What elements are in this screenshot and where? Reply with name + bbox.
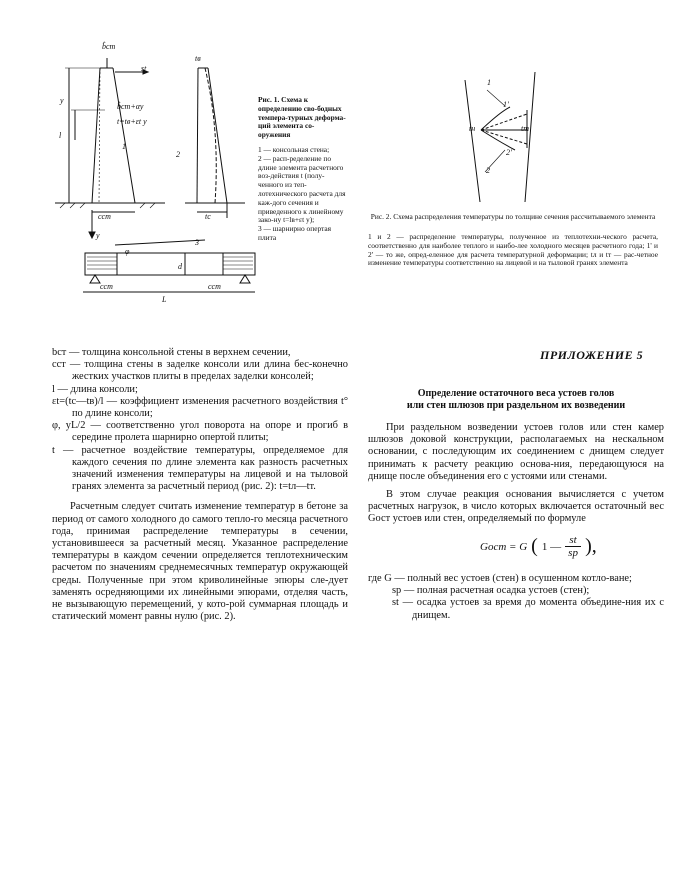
formula-denominator: sp — [568, 547, 578, 559]
fig2-label-1: 1 — [487, 78, 491, 87]
left-column — [52, 347, 348, 623]
formula-lhs: Gост = G — [480, 540, 528, 553]
fig1-formula-b: t=tв+εt y — [117, 117, 147, 126]
figure-2-diagram — [455, 72, 555, 212]
fig2-caption-title: Рис. 2. Схема распределения температуры по толщине сечения рассчитываемого элемента — [370, 212, 656, 221]
fig2-label-2-prime: 2' — [506, 148, 512, 157]
fig1-caption-item-2: 2 — расп-ределение по длине элемента расчетного воз-действия t (полу-ченного из теп-лотехнического расчета для каж-дого сечения и приведенного к линейному зако-ну t=lв+εt y); — [258, 153, 346, 225]
fig2-label-2: 2 — [486, 166, 490, 175]
def-t: t — расчетное воздействие температуры, определяемое для каждого сечения по длине элемента как разность расчетных значений изменения температуры на лицевой и на тыловой гранях элемента за расчетный период (рис. 2): t=tл—tт. — [52, 444, 348, 493]
fig1-cst-right-label: cст — [208, 282, 221, 291]
def-epsilon: εt=(tс—tв)/l — коэффициент изменения расчетного воздействия t° по длине консоли; — [52, 395, 348, 420]
fig1-label-3: 3 — [195, 238, 199, 247]
where-G: где G — полный вес устоев (стен) в осушенном котло-ване; — [368, 573, 632, 584]
fig2-caption-body: 1 и 2 — распределение температуры, полученное из теплотехни-ческого расчета, соответственно для наиболее теплого и наибо-лее холодного месяцев расчетного года; 1' и 2' — то же, опред-еленное для расчета температурной деформации; tл и tт — рас-четное изменение температуры соответственно на лицевой и на тыловой гранях элемента — [368, 232, 658, 268]
formula-one: 1 — — [541, 540, 562, 553]
fig1-cst-label: cст — [98, 212, 111, 221]
def-cst: cст — толщина стены в заделке консоли или длина бес-конечно жестких участков плиты в пределах заделки консолей; — [52, 359, 348, 383]
fig2-t-out-label: tт — [521, 124, 529, 133]
fig2-label-1-prime: 1' — [503, 100, 509, 109]
def-phi: φ, yL/2 — соответственно угол поворота на опоре и прогиб в середине пролета шарнирно опертой плиты; — [52, 420, 348, 444]
fig1-caption-title: Рис. 1. Схема к определению сво-бодных темпера-турных деформа-ций элемента со-оружения — [258, 95, 346, 140]
paragraph-temperature: Расчетным следует считать изменение температур в бетоне за период от самого холодного до самого тепло-го месяца расчетного года, принимая распределение температуры в сечении, установившееся за расчетный месяц. Указанное распределение температуры в каждом сечении определяется теплотехническим расчетом по значениям среднемесячных температур окружающей среды. Полученные при этом криволинейные эпюры сле-дует заменять осредняющими их линейными эпюрами, отделяя часть, не вызывающую перемещений, у кото-рой суммарная площадь и статический момент равны нулю (рис. 2). — [52, 501, 348, 623]
fig2-t-in-label: tн — [469, 124, 476, 133]
section-title-line-2: или стен шлюзов при раздельном их возведении — [406, 400, 626, 411]
fig1-cst-left-label: cст — [100, 282, 113, 291]
fig1-tc-label: tс — [205, 212, 211, 221]
appendix-heading: ПРИЛОЖЕНИЕ 5 — [540, 348, 644, 362]
fig1-d-label: d — [178, 262, 182, 271]
fig1-caption-item-3: 3 — шарнирно опертая плита — [258, 224, 332, 242]
def-bst: bст — толщина консольной стены в верхнем сечении, — [52, 347, 291, 358]
where-st: st — осадка устоев за время до момента объедине-ния их с днищем. — [392, 597, 664, 621]
fig1-y-axis-label: y — [96, 231, 100, 240]
right-column — [368, 422, 664, 526]
fig1-caption-item-1: 1 — консольная стена; — [258, 144, 330, 154]
section-title — [368, 388, 664, 412]
fig1-phi-label: φ — [125, 247, 130, 256]
fig1-tv-label: tв — [195, 54, 201, 63]
formula: Gост = G ( 1 — st sp ), — [480, 534, 597, 559]
fig1-label-2: 2 — [176, 150, 180, 159]
fig1-l-label: l — [59, 131, 62, 140]
where-block — [368, 573, 664, 622]
fig1-label-1: 1 — [122, 142, 126, 151]
fig1-formula-a: b̂ст+αy — [117, 102, 144, 111]
fig1-st-label: st — [141, 64, 147, 73]
paragraph-residual: В этом случае реакция основания вычисляется с учетом расчетных нагрузок, в число которых включается остаточный вес Gост устоев или стен, определяемый по формуле — [368, 489, 664, 525]
fig1-caption — [258, 96, 346, 243]
paragraph-reaction: При раздельном возведении устоев голов или стен камер шлюзов доковой конструкции, располагаемых на нескальном основании, с последующим их соединением с днищем следует принимать к расчету реакцию основа-ния, передающуюся на днище после объединения его с устоями или стенами. — [368, 422, 664, 482]
def-l: l — длина консоли; — [52, 383, 138, 395]
fig1-L-label: L — [162, 295, 167, 304]
fig1-bst-label: b̂ст — [102, 42, 116, 51]
section-title-line-1: Определение остаточного веса устоев голов — [417, 388, 615, 399]
formula-numerator: st — [569, 534, 577, 546]
where-sp: sp — полная расчетная осадка устоев (стен); — [392, 585, 590, 597]
fig1-y-label: y — [60, 96, 64, 105]
